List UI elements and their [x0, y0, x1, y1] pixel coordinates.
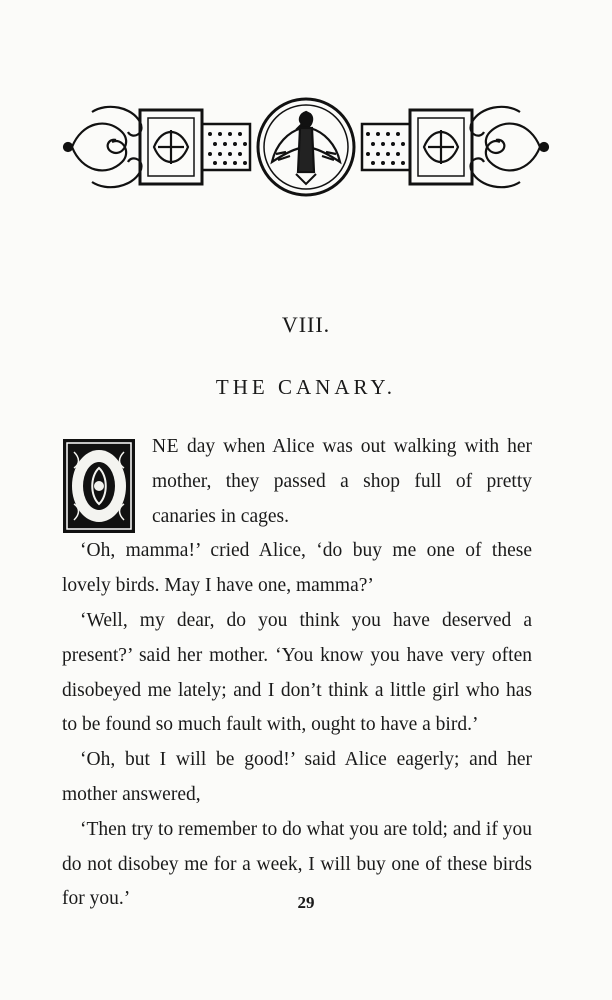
eagle-headpiece-ornament-icon	[62, 92, 550, 202]
paragraph-4: ‘Oh, but I will be good!’ said Alice eagerly; and her mother answered,	[62, 749, 532, 805]
page-number: 29	[297, 893, 315, 912]
paragraph-2: ‘Oh, mamma!’ cried Alice, ‘do buy me one of these lovely birds. May I have one, mamma?’	[62, 540, 532, 597]
paragraph-3: ‘Well, my dear, do you think you have deserved a present?’ said her mother. ‘You know you have very often disobeyed me lately; and I don’t think a little girl who has to be found so much fault with, ought to have a bird.’	[62, 609, 532, 736]
chapter-title: THE CANARY.	[215, 375, 397, 399]
chapter-body	[62, 430, 532, 917]
drop-cap-rest: NE	[152, 436, 179, 457]
paragraph-1-text: day when Alice was out walking with her mother, they passed a shop full of pretty canaries in cages.	[152, 436, 532, 527]
chapter-number: VIII.	[281, 312, 331, 337]
paragraph-5: ‘Then try to remember to do what you are told; and if you do not disobey me for a week, I will buy one of these birds for you.’	[62, 818, 532, 910]
drop-cap-o-icon	[62, 438, 136, 534]
paragraph-1	[62, 430, 532, 534]
